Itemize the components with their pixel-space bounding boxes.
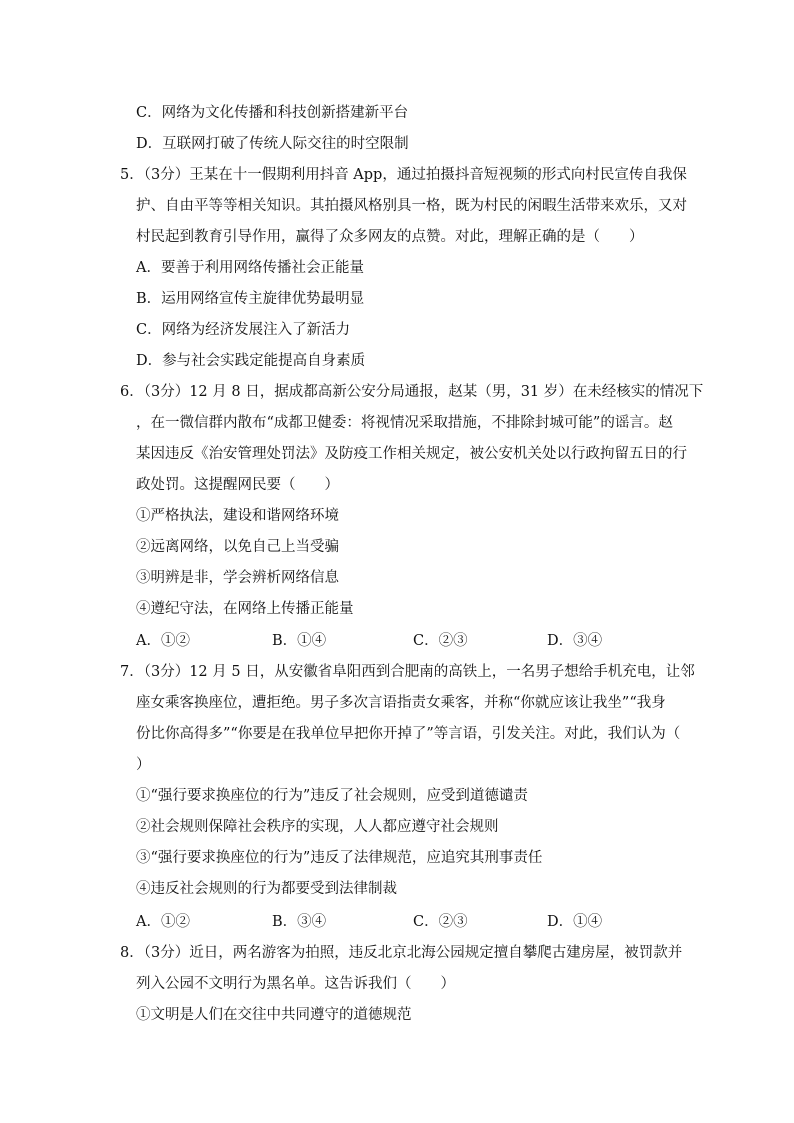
q5-stem-line-2: 护、自由平等等相关知识。其拍摄风格别具一格，既为村民的闲暇生活带来欢乐，又对 — [136, 198, 687, 214]
q6-choice-b: B．①④ — [272, 633, 327, 649]
q8-item-1: ①文明是人们在交往中共同遵守的道德规范 — [136, 1007, 412, 1023]
q7-choice-c: C．②③ — [413, 914, 468, 930]
q5-option-a: A．要善于利用网络传播社会正能量 — [136, 260, 364, 276]
q5-stem-line-3: 村民起到教育引导作用，赢得了众多网友的点赞。对此，理解正确的是（ ） — [136, 229, 644, 245]
q6-item-2: ②远离网络，以免自己上当受骗 — [136, 539, 339, 555]
q7-choice-a: A．①② — [136, 914, 190, 930]
q8-stem-line-1: 8．（3分）近日，两名游客为拍照，违反北京北海公园规定擅自攀爬古建房屋，被罚款并 — [120, 945, 683, 961]
q6-stem-line-4: 政处罚。这提醒网民要（ ） — [136, 477, 339, 493]
q7-choice-b: B．③④ — [272, 914, 327, 930]
q5-option-d: D．参与社会实践定能提高自身素质 — [136, 353, 366, 369]
q7-item-4: ④违反社会规则的行为都要受到法律制裁 — [136, 881, 397, 897]
q7-item-1: ①“强行要求换座位的行为”违反了社会规则，应受到道德谴责 — [136, 788, 528, 804]
q6-stem-line-3: 某因违反《治安管理处罚法》及防疫工作相关规定，被公安机关处以行政拘留五日的行 — [136, 446, 687, 462]
q7-item-3: ③“强行要求换座位的行为”违反了法律规范，应追究其刑事责任 — [136, 850, 543, 866]
q6-choice-d: D．③④ — [547, 633, 603, 649]
q6-choice-a: A．①② — [136, 633, 190, 649]
q5-stem-line-1: 5．（3分）王某在十一假期利用抖音 App，通过拍摄抖音短视频的形式向村民宣传自我保 — [120, 167, 687, 183]
q6-item-3: ③明辨是非，学会辨析网络信息 — [136, 570, 339, 586]
q6-item-4: ④遵纪守法，在网络上传播正能量 — [136, 601, 354, 617]
q8-stem-line-2: 列入公园不文明行为黑名单。这告诉我们（ ） — [136, 976, 455, 992]
q6-choice-c: C．②③ — [413, 633, 468, 649]
q7-stem-line-1: 7．（3分）12 月 5 日，从安徽省阜阳西到合肥南的高铁上，一名男子想给手机充电，让邻 — [120, 664, 695, 680]
q6-stem-line-1: 6．（3分）12 月 8 日，据成都高新公安分局通报，赵某（男，31 岁）在未经核实的情况下 — [120, 384, 704, 400]
q7-stem-line-2: 座女乘客换座位，遭拒绝。男子多次言语指责女乘客，并称“你就应该让我坐”“我身 — [136, 695, 666, 711]
q5-option-b: B．运用网络宣传主旋律优势最明显 — [136, 291, 365, 307]
q6-item-1: ①严格执法，建设和谐网络环境 — [136, 508, 339, 524]
q7-stem-line-3: 份比你高得多”“你要是在我单位早把你开掉了”等言语，引发关注。对此，我们认为（ — [136, 726, 681, 742]
q5-option-c: C．网络为经济发展注入了新活力 — [136, 322, 351, 338]
q7-item-2: ②社会规则保障社会秩序的实现，人人都应遵守社会规则 — [136, 819, 499, 835]
q7-choice-d: D．①④ — [547, 914, 603, 930]
q6-stem-line-2: ，在一微信群内散布“成都卫健委：将视情况采取措施，不排除封城可能”的谣言。赵 — [136, 415, 673, 431]
q4-option-d: D．互联网打破了传统人际交往的时空限制 — [136, 136, 409, 152]
q7-stem-line-4: ） — [136, 757, 151, 773]
q4-option-c: C．网络为文化传播和科技创新搭建新平台 — [136, 105, 409, 121]
